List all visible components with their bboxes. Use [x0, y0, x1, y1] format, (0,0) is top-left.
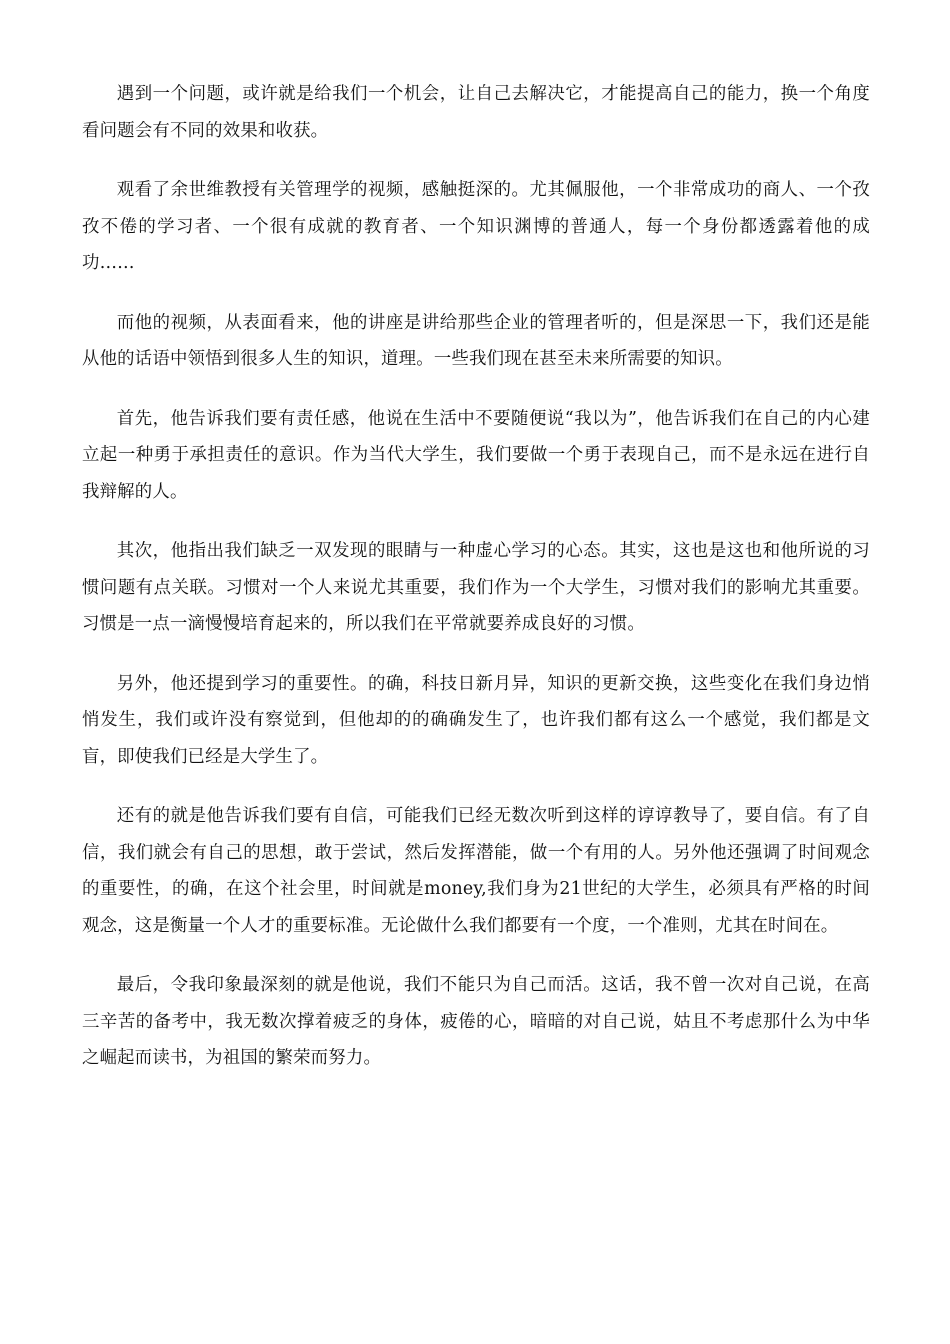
- paragraph-2: 观看了余世维教授有关管理学的视频，感触挺深的。尤其佩服他，一个非常成功的商人、一个孜孜不倦的学习者、一个很有成就的教育者、一个知识渊博的普通人，每一个身份都透露着他的成功……: [82, 180, 870, 273]
- paragraph-6: 另外，他还提到学习的重要性。的确，科技日新月异，知识的更新交换，这些变化在我们身边悄悄发生，我们或许没有察觉到，但他却的的确确发生了，也许我们都有这么一个感觉，我们都是文盲，即使我们已经是大学生了。: [82, 673, 870, 767]
- paragraph-4: 首先，他告诉我们要有责任感，他说在生活中不要随便说“我以为”，他告诉我们在自己的内心建立起一种勇于承担责任的意识。作为当代大学生，我们要做一个勇于表现自己，而不是永远在进行自我辩解的人。: [82, 408, 870, 502]
- paragraph-8: 最后，令我印象最深刻的就是他说，我们不能只为自己而活。这话，我不曾一次对自己说，在高三辛苦的备考中，我无数次撑着疲乏的身体，疲倦的心，暗暗的对自己说，姑且不考虑那什么为中华之崛起而读书，为祖国的繁荣而努力。: [82, 975, 870, 1068]
- paragraph-7: 还有的就是他告诉我们要有自信，可能我们已经无数次听到这样的谆谆教导了，要自信。有了自信，我们就会有自己的思想，敢于尝试，然后发挥潜能，做一个有用的人。另外他还强调了时间观念的重要性，的确，在这个社会里，时间就是money,我们身为21世纪的大学生，必须具有严格的时间观念，这是衡量一个人才的重要标准。无论做什么我们都要有一个度，一个准则，尤其在时间在。: [82, 806, 870, 936]
- paragraph-1: 遇到一个问题，或许就是给我们一个机会，让自己去解决它，才能提高自己的能力，换一个角度看问题会有不同的效果和收获。: [82, 84, 870, 141]
- paragraph-5: 其次，他指出我们缺乏一双发现的眼睛与一种虚心学习的心态。其实，这也是这也和他所说的习惯问题有点关联。习惯对一个人来说尤其重要，我们作为一个大学生，习惯对我们的影响尤其重要。习惯是一点一滴慢慢培育起来的，所以我们在平常就要养成良好的习惯。: [82, 541, 870, 634]
- document-body: [82, 76, 870, 1100]
- paragraph-3: 而他的视频，从表面看来，他的讲座是讲给那些企业的管理者听的，但是深思一下，我们还是能从他的话语中领悟到很多人生的知识，道理。一些我们现在甚至未来所需要的知识。: [82, 312, 870, 369]
